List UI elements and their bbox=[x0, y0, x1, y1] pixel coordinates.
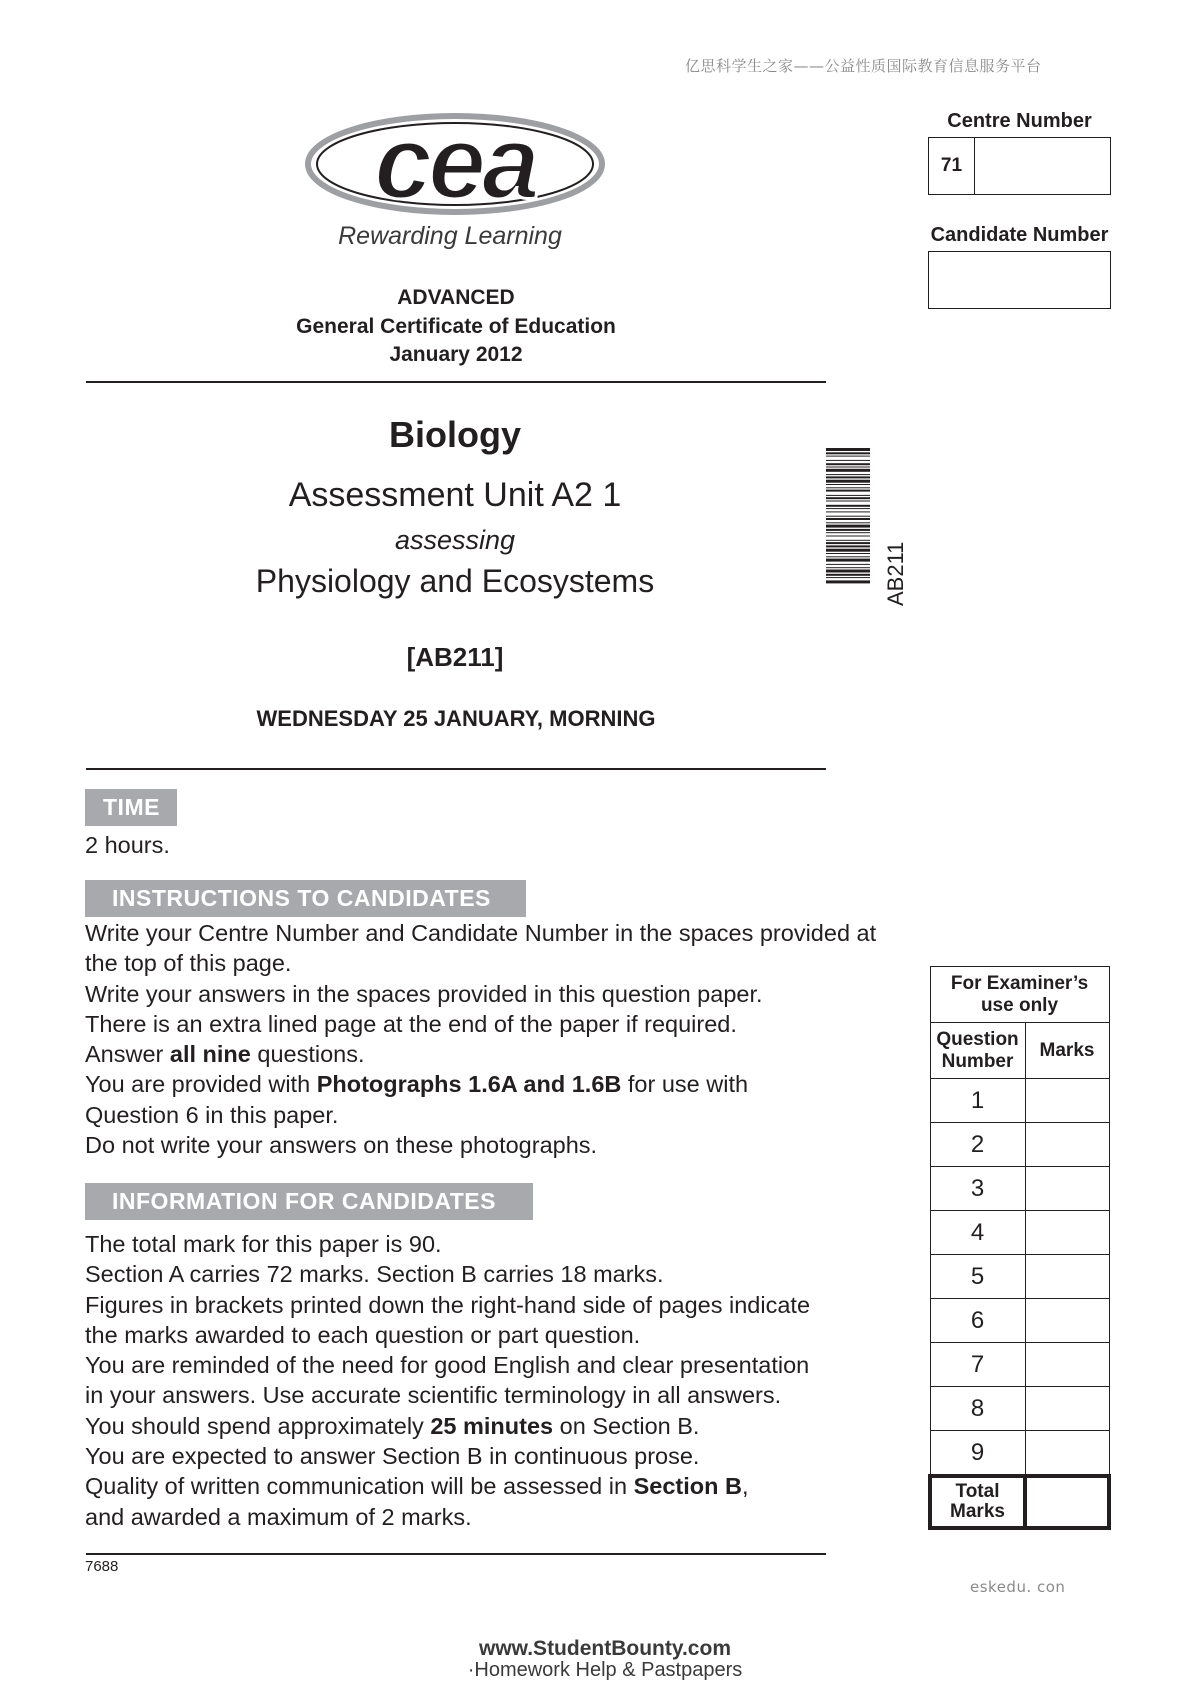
information-body bbox=[85, 1229, 810, 1532]
eskedu-watermark: eskedu. con bbox=[970, 1578, 1066, 1596]
information-header: INFORMATION FOR CANDIDATES bbox=[85, 1183, 533, 1220]
candidate-number-label: Candidate Number bbox=[930, 224, 1109, 246]
question-number: 4 bbox=[930, 1211, 1025, 1255]
instruction-line: Do not write your answers on these photographs. bbox=[85, 1132, 598, 1159]
instruction-line: There is an extra lined page at the end of the paper if required. bbox=[85, 1010, 737, 1037]
question-row bbox=[930, 1079, 1109, 1123]
qualification-name: General Certificate of Education bbox=[296, 315, 616, 338]
divider bbox=[86, 381, 826, 383]
instructions-header: INSTRUCTIONS TO CANDIDATES bbox=[85, 880, 526, 917]
marks-cell[interactable] bbox=[1025, 1431, 1109, 1477]
information-line: Section A carries 72 marks. Section B carries 18 marks. bbox=[85, 1261, 664, 1288]
information-line: You are reminded of the need for good English and clear presentation bbox=[85, 1352, 810, 1379]
candidate-number-field[interactable] bbox=[928, 251, 1111, 309]
question-number: 3 bbox=[930, 1167, 1025, 1211]
information-line: and awarded a maximum of 2 marks. bbox=[85, 1503, 472, 1530]
barcode bbox=[826, 448, 870, 691]
question-row bbox=[930, 1343, 1109, 1387]
time-header: TIME bbox=[85, 789, 177, 826]
top-watermark: 亿思科学生之家——公益性质国际教育信息服务平台 bbox=[685, 57, 1042, 75]
paper-reference-code: 7688 bbox=[85, 1558, 119, 1575]
marks-cell[interactable] bbox=[1025, 1387, 1109, 1431]
question-row bbox=[930, 1123, 1109, 1167]
marks-cell[interactable] bbox=[1025, 1167, 1109, 1211]
paper-code: [AB211] bbox=[406, 642, 504, 672]
marks-cell[interactable] bbox=[1025, 1299, 1109, 1343]
information-line: the marks awarded to each question or part question. bbox=[85, 1321, 641, 1348]
question-number: 6 bbox=[930, 1299, 1025, 1343]
marks-cell[interactable] bbox=[1025, 1079, 1109, 1123]
total-row bbox=[930, 1476, 1109, 1528]
information-line: You are expected to answer Section B in continuous prose. bbox=[85, 1443, 700, 1470]
question-number: 8 bbox=[930, 1387, 1025, 1431]
marks-cell[interactable] bbox=[1025, 1255, 1109, 1299]
divider bbox=[86, 1553, 826, 1555]
svg-text:cea: cea bbox=[374, 112, 536, 221]
question-row bbox=[930, 1211, 1109, 1255]
qualification-session: January 2012 bbox=[389, 343, 523, 366]
subject-title: Biology bbox=[389, 414, 521, 455]
centre-number-field[interactable] bbox=[928, 137, 1111, 195]
paper-topic: Physiology and Ecosystems bbox=[255, 563, 655, 599]
question-number: 5 bbox=[930, 1255, 1025, 1299]
information-line: in your answers. Use accurate scientific terminology in all answers. bbox=[85, 1382, 782, 1409]
qualification-level: ADVANCED bbox=[397, 286, 515, 309]
marks-cell[interactable] bbox=[1025, 1123, 1109, 1167]
question-number-header: Question Number bbox=[930, 1023, 1025, 1079]
instructions-body bbox=[85, 918, 876, 1160]
divider bbox=[86, 768, 826, 770]
exam-date: WEDNESDAY 25 JANUARY, MORNING bbox=[256, 706, 656, 731]
logo-tagline: Rewarding Learning bbox=[338, 222, 562, 250]
assessing-label: assessing bbox=[394, 525, 516, 555]
marks-cell[interactable] bbox=[1025, 1211, 1109, 1255]
total-marks-label: Total Marks bbox=[930, 1476, 1025, 1528]
studentbounty-watermark: www.StudentBounty.com ·Homework Help & Pastpapers bbox=[467, 1637, 743, 1681]
instruction-line: Write your answers in the spaces provided in this question paper. bbox=[85, 980, 763, 1007]
assessment-unit: Assessment Unit A2 1 bbox=[288, 476, 622, 514]
information-line: You should spend approximately 25 minutes on Section B. bbox=[85, 1412, 700, 1439]
question-number: 7 bbox=[930, 1343, 1025, 1387]
examiner-table bbox=[928, 966, 1111, 1530]
time-value: 2 hours. bbox=[85, 832, 170, 858]
question-row bbox=[930, 1387, 1109, 1431]
information-line: Figures in brackets printed down the right-hand side of pages indicate bbox=[85, 1291, 811, 1318]
question-row bbox=[930, 1431, 1109, 1477]
instruction-line: Answer all nine questions. bbox=[85, 1041, 365, 1068]
marks-cell[interactable] bbox=[1025, 1343, 1109, 1387]
cea-logo bbox=[305, 112, 605, 222]
centre-number-label: Centre Number bbox=[947, 110, 1092, 132]
question-row bbox=[930, 1255, 1109, 1299]
barcode-label: AB211 bbox=[883, 541, 908, 606]
centre-number-input[interactable] bbox=[975, 138, 1110, 194]
question-number: 2 bbox=[930, 1123, 1025, 1167]
information-line: The total mark for this paper is 90. bbox=[85, 1231, 442, 1257]
examiner-title: For Examiner’s use only bbox=[930, 967, 1109, 1023]
instruction-line: Question 6 in this paper. bbox=[85, 1101, 339, 1128]
marks-header: Marks bbox=[1025, 1023, 1109, 1079]
information-line: Quality of written communication will be assessed in Section B, bbox=[85, 1473, 749, 1500]
instruction-line: You are provided with Photographs 1.6A and 1.6B for use with bbox=[85, 1071, 749, 1098]
question-number: 1 bbox=[930, 1079, 1025, 1123]
question-row bbox=[930, 1299, 1109, 1343]
instruction-line: the top of this page. bbox=[85, 950, 292, 977]
question-row bbox=[930, 1167, 1109, 1211]
instruction-line: Write your Centre Number and Candidate Number in the spaces provided at bbox=[85, 920, 877, 946]
question-number: 9 bbox=[930, 1431, 1025, 1477]
centre-number-prefix: 71 bbox=[929, 138, 975, 194]
total-marks-cell[interactable] bbox=[1025, 1476, 1109, 1528]
